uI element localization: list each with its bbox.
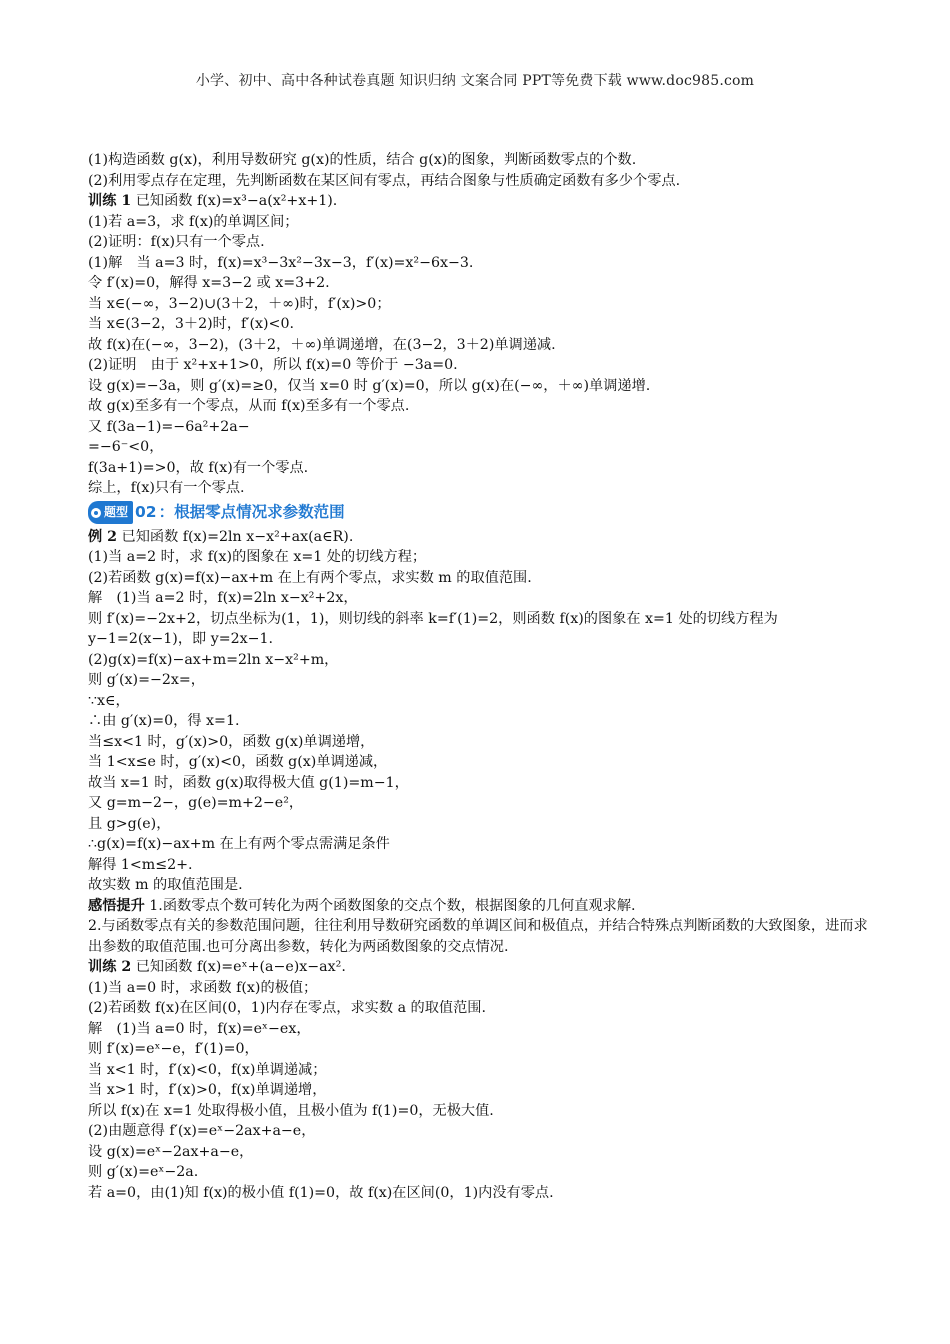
text-line: 且 g>g(e)，	[88, 815, 171, 832]
text-line: 故 g(x)至多有一个零点，从而 f(x)至多有一个零点.	[88, 398, 410, 414]
training-1-heading	[88, 191, 868, 212]
text-line: 解 (1)当 a=2 时，f(x)=2ln x−x²+2x，	[88, 590, 358, 606]
text-line: (2)利用零点存在定理，先判断函数在某区间有零点，再结合图象与性质确定函数有多少个零点.	[88, 172, 681, 189]
example-2-heading	[88, 527, 868, 548]
training-stem: 已知函数 f(x)=x³−a(x²+x+1).	[135, 193, 338, 209]
section-heading	[88, 500, 868, 526]
page-header: 小学、初中、高中各种试卷真题 知识归纳 文案合同 PPT等免费下载 www.doc985.com	[195, 73, 755, 89]
text-line: 当 1<x≤e 时，g′(x)<0，函数 g(x)单调递减，	[88, 754, 388, 770]
training-stem: 已知函数 f(x)=eˣ+(a−e)x−ax².	[135, 959, 346, 975]
training-label: 训练 1	[88, 193, 132, 209]
text-line: 解得 1<m≤2+.	[88, 856, 193, 873]
text-line: (2)证明 由于 x²+x+1>0，所以 f(x)=0 等价于 −3a=0.	[88, 357, 458, 373]
text-line: 当 x<1 时，f′(x)<0，f(x)单调递减；	[88, 1061, 327, 1078]
text-line: 解 (1)当 a=0 时，f(x)=eˣ−ex，	[88, 1020, 311, 1037]
text-line: (2)证明：f(x)只有一个零点.	[88, 234, 265, 250]
text-line: 则 f′(x)=eˣ−e，f′(1)=0，	[88, 1041, 259, 1057]
text-paragraph: 2.与函数零点有关的参数范围问题，往往利用导数研究函数的单调区间和极值点，并结合特殊点判断函数的大致图象，进而求出参数的取值范围.也可分离出参数，转化为两函数图象的交点情况.	[88, 918, 868, 955]
text-line: 设 g(x)=eˣ−2ax+a−e，	[88, 1143, 254, 1160]
text-line: 故 f(x)在(−∞，3−2)，(3＋2，＋∞)单调递增，在(3−2，3＋2)单调递减.	[88, 336, 556, 353]
document-body	[88, 150, 868, 1203]
section-badge-label: 题型	[104, 505, 129, 520]
text-line: =−6⁻<0，	[88, 439, 164, 455]
text-line: 当≤x<1 时，g′(x)>0，函数 g(x)单调递增，	[88, 733, 375, 750]
text-line: 综上，f(x)只有一个零点.	[88, 480, 245, 496]
insight-text: 1.函数零点个数可转化为两个函数图象的交点个数，根据图象的几何直观求解.	[149, 897, 636, 914]
text-line: (2)若函数 g(x)=f(x)−ax+m 在上有两个零点，求实数 m 的取值范围.	[88, 569, 532, 586]
text-line: ∴由 g′(x)=0，得 x=1.	[88, 713, 240, 729]
section-number: 02	[135, 503, 157, 522]
text-line: (1)解 当 a=3 时，f(x)=x³−3x²−3x−3，f′(x)=x²−6x−3.	[88, 254, 474, 271]
text-line: 又 g=m−2−，g(e)=m+2−e²，	[88, 795, 304, 811]
section-title: ：根据零点情况求参数范围	[158, 503, 345, 522]
text-line: 故实数 m 的取值范围是.	[88, 877, 243, 893]
text-line: 所以 f(x)在 x=1 处取得极小值，且极小值为 f(1)=0，无极大值.	[88, 1102, 494, 1119]
insight-heading	[88, 896, 868, 917]
insight-label: 感悟提升	[88, 897, 145, 914]
text-line: (1)构造函数 g(x)，利用导数研究 g(x)的性质，结合 g(x)的图象，判断函数零点的个数.	[88, 152, 637, 168]
text-line: f(3a+1)=>0，故 f(x)有一个零点.	[88, 459, 309, 476]
text-line: 则 g′(x)=−2x=，	[88, 672, 205, 688]
section-badge	[88, 501, 133, 524]
text-line: 令 f′(x)=0，解得 x=3−2 或 x=3+2.	[88, 275, 330, 291]
text-paragraph: 则 f′(x)=−2x+2，切点坐标为(1，1)，则切线的斜率 k=f′(1)=2，则函数 f(x)的图象在 x=1 处的切线方程为 y−1=2(x−1)，即 y=2x−1.	[88, 610, 778, 647]
text-line: 则 g′(x)=eˣ−2a.	[88, 1164, 199, 1180]
text-line: 当 x>1 时，f′(x)>0，f(x)单调递增，	[88, 1082, 327, 1098]
text-line: 若 a=0，由(1)知 f(x)的极小值 f(1)=0，故 f(x)在区间(0，1)内没有零点.	[88, 1184, 554, 1201]
text-line: 设 g(x)=−3a，则 g′(x)=≥0，仅当 x=0 时 g′(x)=0，所以 g(x)在(−∞，＋∞)单调递增.	[88, 377, 651, 394]
text-line: 故当 x=1 时，函数 g(x)取得极大值 g(1)=m−1，	[88, 774, 409, 791]
location-pin-icon	[91, 508, 101, 518]
text-line: (1)当 a=2 时，求 f(x)的图象在 x=1 处的切线方程；	[88, 549, 427, 565]
training-2-heading	[88, 957, 868, 978]
text-line: ∴g(x)=f(x)−ax+m 在上有两个零点需满足条件	[88, 836, 390, 852]
text-line: 当 x∈(3−2，3＋2)时，f′(x)<0.	[88, 316, 294, 332]
text-line: 又 f(3a−1)=−6a²+2a−	[88, 418, 250, 435]
text-line: (2)由题意得 f′(x)=eˣ−2ax+a−e，	[88, 1123, 316, 1139]
text-line: 当 x∈(−∞，3−2)∪(3＋2，＋∞)时，f′(x)>0；	[88, 295, 391, 312]
text-line: (2)若函数 f(x)在区间(0，1)内存在零点，求实数 a 的取值范围.	[88, 1000, 486, 1016]
text-line: (1)若 a=3，求 f(x)的单调区间；	[88, 213, 299, 230]
text-line: ∵x∈，	[88, 692, 130, 709]
text-line: (2)g(x)=f(x)−ax+m=2ln x−x²+m，	[88, 651, 339, 668]
example-label: 例 2	[88, 528, 117, 545]
example-stem: 已知函数 f(x)=2ln x−x²+ax(a∈R).	[121, 528, 354, 545]
training-label: 训练 2	[88, 959, 132, 975]
text-line: (1)当 a=0 时，求函数 f(x)的极值；	[88, 979, 318, 996]
